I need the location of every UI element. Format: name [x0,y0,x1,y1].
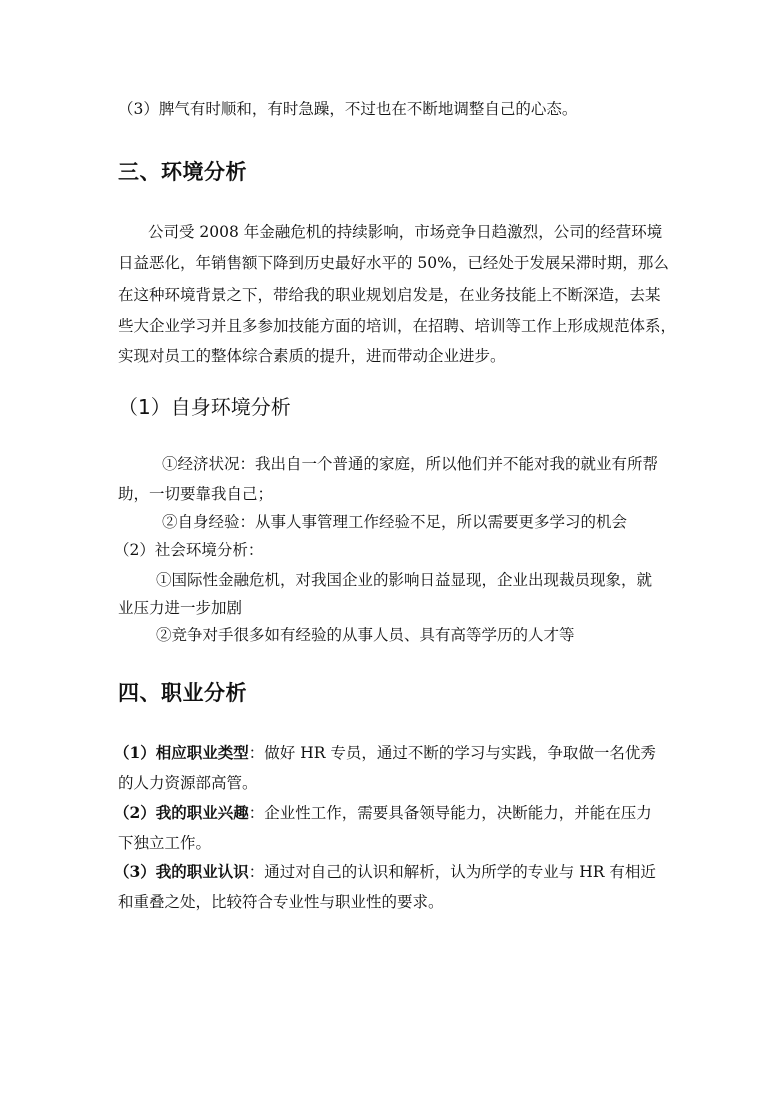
career-item-text: 的人力资源部高管。 [118,774,258,792]
career-item-text: ：通过对自己的认识和解析，认为所学的专业与 HR 有相近 [248,863,656,881]
economic-status-line: 助，一切要靠我自己； [118,485,274,503]
temper-line: （3）脾气有时顺和，有时急躁，不过也在不断地调整自己的心态。 [118,100,578,118]
career-item-line [114,743,656,763]
career-item-line [114,803,652,823]
section-4-title: 四、职业分析 [118,681,247,705]
paragraph-line: 在这种环境背景之下，带给我的职业规划启发是，在业务技能上不断深造，去某 [118,286,661,304]
paragraph-line: 公司受 2008 年金融危机的持续影响，市场竞争日趋激烈，公司的经营环境 [148,223,663,241]
career-item-label: （3）我的职业认识 [114,862,249,881]
economic-status-line: ①经济状况：我出自一个普通的家庭，所以他们并不能对我的就业有所帮 [162,455,659,473]
paragraph-line: 日益恶化，年销售额下降到历史最好水平的 50%，已经处于发展呆滞时期，那么 [118,254,669,272]
experience-line: ②自身经验：从事人事管理工作经验不足，所以需要更多学习的机会 [162,513,628,531]
social-environment-title: （2）社会环境分析： [114,541,264,559]
career-item-text: 和重叠之处，比较符合专业性与职业性的要求。 [118,893,444,911]
financial-crisis-line: 业压力进一步加剧 [118,599,243,617]
career-item-text: 下独立工作。 [118,834,212,852]
competition-line: ②竞争对手很多如有经验的从事人员、具有高等学历的人才等 [156,626,575,644]
paragraph-line: 实现对员工的整体综合素质的提升，进而带动企业进步。 [118,347,506,365]
section-3-title: 三、环境分析 [118,160,247,184]
self-environment-title: （1）自身环境分析 [118,395,291,419]
career-item-label: （2）我的职业兴趣 [114,803,249,822]
career-item-label: （1）相应职业类型 [114,743,249,762]
financial-crisis-line: ①国际性金融危机，对我国企业的影响日益显现，企业出现裁员现象，就 [156,571,653,589]
career-item-text: ：企业性工作，需要具备领导能力，决断能力，并能在压力 [248,804,652,822]
paragraph-line: 些大企业学习并且多参加技能方面的培训，在招聘、培训等工作上形成规范体系， [118,317,677,335]
career-item-text: ：做好 HR 专员，通过不断的学习与实践，争取做一名优秀 [248,744,656,762]
career-item-line [114,862,656,882]
